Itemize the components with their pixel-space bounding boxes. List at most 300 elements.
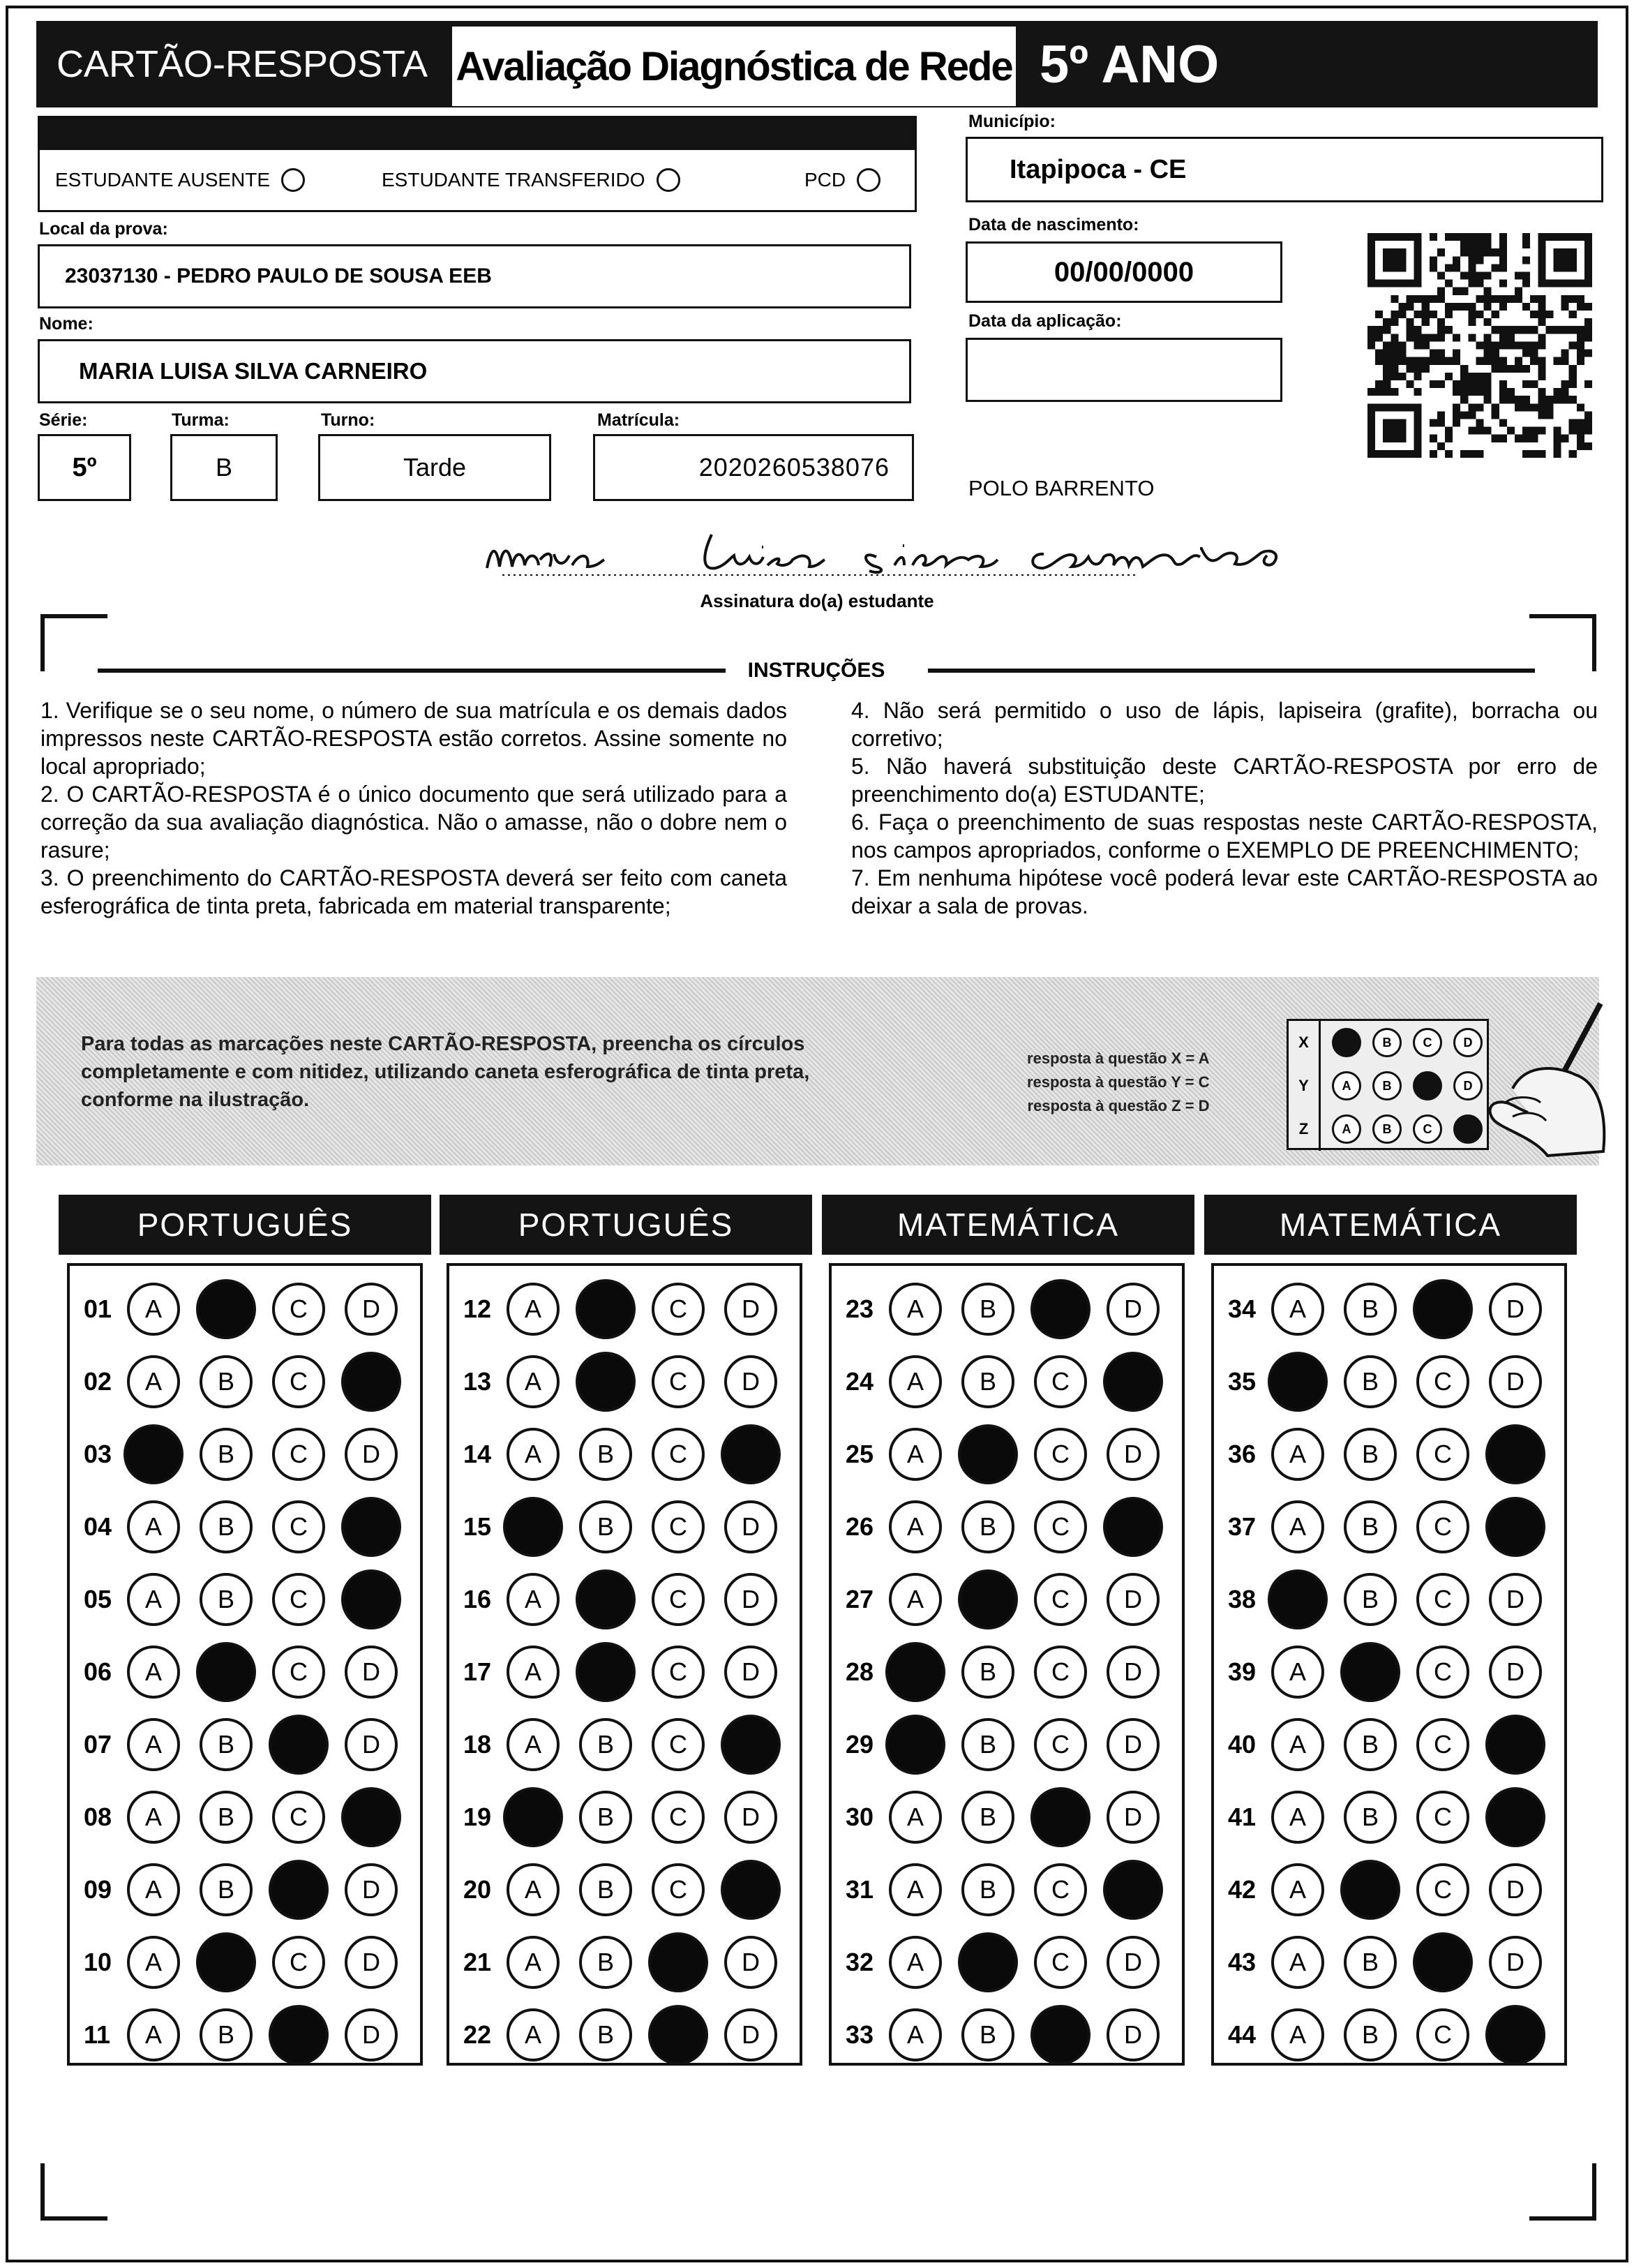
absence-box xyxy=(38,116,917,212)
answer-bubble-a[interactable]: A xyxy=(1271,1863,1324,1916)
instruction-item: 7. Em nenhuma hipótese você poderá levar este CARTÃO-RESPOSTA ao deixar a sala de provas. xyxy=(851,865,1598,918)
question-number: 33 xyxy=(846,2020,874,2049)
question-row xyxy=(832,1418,1182,1491)
answer-bubble-d[interactable]: D xyxy=(1107,2008,1160,2061)
answer-bubble-c[interactable]: C xyxy=(1416,1500,1469,1553)
answer-bubble-c[interactable]: C xyxy=(652,1283,705,1336)
answer-bubble-d[interactable]: D xyxy=(724,1791,777,1844)
question-number: 36 xyxy=(1228,1440,1257,1468)
answer-bubble-a[interactable]: A xyxy=(1271,2008,1324,2061)
answer-grid xyxy=(829,1263,1185,2066)
question-row xyxy=(832,1345,1182,1418)
answer-bubble-a[interactable] xyxy=(1268,1569,1328,1629)
answer-bubble-a[interactable]: A xyxy=(127,1936,180,1989)
question-row xyxy=(70,1345,420,1418)
answer-bubble-d[interactable]: D xyxy=(1107,1718,1160,1771)
polo-label: POLO BARRENTO xyxy=(968,476,1155,500)
answer-bubble-c[interactable] xyxy=(269,1860,329,1920)
nascimento-field xyxy=(966,241,1282,303)
aplicacao-field[interactable] xyxy=(966,338,1282,402)
answer-bubble-c[interactable] xyxy=(1030,1787,1090,1847)
example-grid xyxy=(1287,1019,1489,1150)
question-number: 26 xyxy=(846,1512,874,1541)
answer-bubble-a[interactable]: A xyxy=(1271,1428,1324,1481)
answer-bubble-c[interactable] xyxy=(269,1715,329,1775)
answer-bubble-b[interactable]: B xyxy=(1344,1791,1397,1844)
example-row xyxy=(1289,1021,1487,1064)
answer-bubble-b[interactable]: B xyxy=(1344,1283,1397,1336)
example-row-label: X xyxy=(1289,1021,1321,1064)
answer-bubble-c[interactable]: C xyxy=(272,1428,325,1481)
question-number: 29 xyxy=(846,1730,874,1759)
answer-bubble-b[interactable]: B xyxy=(961,1283,1014,1336)
example-text: Para todas as marcações neste CARTÃO-RESPOSTA, preencha os círculos completamente e com nitidez, utilizando caneta esferográfica de tinta preta, conforme na ilustração. xyxy=(81,1033,810,1111)
question-number: 13 xyxy=(463,1367,492,1396)
nascimento-label: Data de nascimento: xyxy=(968,215,1139,234)
answer-bubble-a[interactable]: A xyxy=(507,1646,560,1699)
answer-bubble-d[interactable]: D xyxy=(724,1283,777,1336)
signature-label: Assinatura do(a) estudante xyxy=(700,590,934,611)
question-row xyxy=(1214,1273,1564,1345)
transferred-circle[interactable] xyxy=(657,168,680,192)
answer-bubble-b[interactable]: B xyxy=(961,2008,1014,2061)
answer-bubble-b[interactable] xyxy=(576,1569,636,1629)
question-row xyxy=(832,1926,1182,1999)
question-row xyxy=(70,1853,420,1926)
answer-bubble-a[interactable]: A xyxy=(889,1573,942,1626)
answer-bubble-d[interactable]: D xyxy=(1489,1646,1542,1699)
question-row xyxy=(832,1999,1182,2071)
answer-bubble-d[interactable]: D xyxy=(1107,1283,1160,1336)
local-value: 23037130 - PEDRO PAULO DE SOUSA EEB xyxy=(65,264,492,288)
answer-bubble-b[interactable]: B xyxy=(961,1863,1014,1916)
instructions-title: INSTRUÇÕES xyxy=(747,659,885,682)
question-number: 34 xyxy=(1228,1295,1257,1323)
answer-bubble-d[interactable] xyxy=(1485,1497,1545,1557)
answer-bubble-b[interactable]: B xyxy=(1344,2008,1397,2061)
aplicacao-label: Data da aplicação: xyxy=(968,311,1122,331)
question-number: 21 xyxy=(463,1948,492,1976)
section-header: PORTUGUÊS xyxy=(440,1195,812,1255)
question-row xyxy=(70,1491,420,1563)
question-row xyxy=(449,1636,800,1708)
answer-bubble-c[interactable] xyxy=(1030,2005,1090,2065)
question-number: 35 xyxy=(1228,1367,1257,1396)
answer-bubble-c[interactable]: C xyxy=(1034,1355,1087,1408)
answer-bubble-b[interactable]: B xyxy=(579,2008,632,2061)
answer-bubble-b[interactable] xyxy=(576,1642,636,1702)
answer-bubble-a[interactable]: A xyxy=(1271,1791,1324,1844)
answer-bubble-c[interactable]: C xyxy=(1034,1573,1087,1626)
answer-bubble-d[interactable] xyxy=(341,1569,401,1629)
answer-bubble-b[interactable] xyxy=(196,1642,256,1702)
municipio-value: Itapipoca - CE xyxy=(1010,154,1187,184)
answer-bubble-a[interactable]: A xyxy=(127,1863,180,1916)
question-number: 38 xyxy=(1228,1585,1257,1613)
answer-bubble-a[interactable]: A xyxy=(127,1791,180,1844)
answer-bubble-a[interactable]: A xyxy=(127,1283,180,1336)
example-bubble: D xyxy=(1453,1028,1483,1057)
answer-bubble-b[interactable]: B xyxy=(961,1355,1014,1408)
answer-bubble-c[interactable] xyxy=(1030,1279,1090,1339)
corner-mark-top-right xyxy=(1529,614,1596,671)
answer-bubble-a[interactable]: A xyxy=(507,1428,560,1481)
answer-bubble-a[interactable]: A xyxy=(889,1791,942,1844)
answer-bubble-c[interactable] xyxy=(648,2005,708,2065)
question-row xyxy=(70,1926,420,1999)
example-row xyxy=(1289,1107,1487,1151)
question-number: 19 xyxy=(463,1803,492,1831)
pcd-circle[interactable] xyxy=(857,168,880,192)
question-row xyxy=(70,1636,420,1708)
exam-title: Avaliação Diagnóstica de Rede xyxy=(452,27,1016,106)
section-header: MATEMÁTICA xyxy=(822,1195,1194,1255)
answer-bubble-b[interactable]: B xyxy=(1344,1355,1397,1408)
answer-bubble-c[interactable] xyxy=(1413,1279,1473,1339)
answer-bubble-a[interactable]: A xyxy=(507,2008,560,2061)
answer-bubble-d[interactable]: D xyxy=(345,1936,398,1989)
answer-bubble-c[interactable]: C xyxy=(1034,1718,1087,1771)
question-row xyxy=(1214,1563,1564,1636)
absent-circle[interactable] xyxy=(281,168,305,192)
answer-bubble-b[interactable]: B xyxy=(961,1500,1014,1553)
answer-bubble-b[interactable]: B xyxy=(1344,1718,1397,1771)
question-number: 02 xyxy=(84,1367,112,1396)
question-number: 30 xyxy=(846,1803,874,1831)
example-row-label: Z xyxy=(1289,1107,1321,1151)
pcd-option[interactable] xyxy=(804,168,880,192)
answer-bubble-b[interactable]: B xyxy=(200,1791,253,1844)
answer-bubble-c[interactable] xyxy=(648,1932,708,1992)
question-row xyxy=(1214,1491,1564,1563)
answer-bubble-b[interactable]: B xyxy=(579,1428,632,1481)
question-number: 08 xyxy=(84,1803,112,1831)
question-number: 16 xyxy=(463,1585,492,1613)
answer-bubble-d[interactable]: D xyxy=(1107,1573,1160,1626)
qr-code-icon xyxy=(1367,233,1592,458)
question-row xyxy=(832,1781,1182,1853)
example-bubble: B xyxy=(1372,1028,1402,1057)
answer-bubble-a[interactable]: A xyxy=(127,2008,180,2061)
answer-bubble-d[interactable] xyxy=(341,1352,401,1412)
answer-bubble-b[interactable] xyxy=(196,1279,256,1339)
answer-bubble-d[interactable]: D xyxy=(1489,1936,1542,1989)
answer-bubble-c[interactable]: C xyxy=(272,1283,325,1336)
answer-bubble-a[interactable]: A xyxy=(889,1283,942,1336)
answer-bubble-c[interactable]: C xyxy=(652,1500,705,1553)
question-number: 20 xyxy=(463,1875,492,1904)
corner-mark-bottom-right xyxy=(1529,2163,1596,2221)
instruction-item: 5. Não haverá substituição deste CARTÃO-RESPOSTA por erro de preenchimento do(a) ESTUDANTE; xyxy=(851,754,1598,807)
answer-bubble-b[interactable]: B xyxy=(579,1791,632,1844)
answer-bubble-d[interactable] xyxy=(341,1497,401,1557)
question-row xyxy=(449,1781,800,1853)
answer-bubble-b[interactable]: B xyxy=(1344,1500,1397,1553)
question-row xyxy=(1214,1418,1564,1491)
question-number: 17 xyxy=(463,1657,492,1686)
answer-grid xyxy=(67,1263,423,2066)
answer-bubble-d[interactable]: D xyxy=(1107,1428,1160,1481)
answer-bubble-a[interactable]: A xyxy=(1271,1936,1324,1989)
answer-bubble-b[interactable]: B xyxy=(579,1936,632,1989)
example-bubble: B xyxy=(1372,1071,1402,1101)
answer-bubble-c[interactable]: C xyxy=(1416,1863,1469,1916)
answer-bubble-d[interactable]: D xyxy=(724,1355,777,1408)
section-header: MATEMÁTICA xyxy=(1204,1195,1577,1255)
answer-bubble-b[interactable]: B xyxy=(200,1573,253,1626)
answer-bubble-b[interactable]: B xyxy=(961,1718,1014,1771)
answer-bubble-b[interactable]: B xyxy=(579,1863,632,1916)
answer-bubble-a[interactable]: A xyxy=(1271,1500,1324,1553)
answer-bubble-b[interactable]: B xyxy=(200,1863,253,1916)
answer-bubble-b[interactable]: B xyxy=(579,1718,632,1771)
answer-bubble-b[interactable] xyxy=(958,1569,1018,1629)
answer-bubble-c[interactable]: C xyxy=(272,1500,325,1553)
answer-bubble-b[interactable]: B xyxy=(1344,1573,1397,1626)
answer-bubble-d[interactable]: D xyxy=(724,1573,777,1626)
answer-bubble-c[interactable]: C xyxy=(652,1646,705,1699)
turma-field xyxy=(170,434,278,501)
instructions-right xyxy=(851,696,1598,920)
example-bubble: B xyxy=(1372,1114,1402,1144)
answer-bubble-c[interactable]: C xyxy=(272,1355,325,1408)
answer-bubble-c[interactable] xyxy=(269,2005,329,2065)
answer-bubble-a[interactable]: A xyxy=(889,2008,942,2061)
answer-bubble-b[interactable] xyxy=(196,1932,256,1992)
answer-bubble-a[interactable]: A xyxy=(127,1646,180,1699)
answer-bubble-d[interactable]: D xyxy=(1489,1863,1542,1916)
answer-bubble-d[interactable]: D xyxy=(1107,1791,1160,1844)
answer-bubble-b[interactable]: B xyxy=(1344,1428,1397,1481)
answer-bubble-d[interactable]: D xyxy=(724,1500,777,1553)
hand-pen-icon xyxy=(1464,998,1610,1158)
turno-field xyxy=(318,434,551,501)
question-number: 07 xyxy=(84,1730,112,1759)
answer-bubble-d[interactable]: D xyxy=(724,1936,777,1989)
answer-bubble-b[interactable]: B xyxy=(200,1355,253,1408)
answer-bubble-d[interactable]: D xyxy=(1489,1573,1542,1626)
answer-bubble-b[interactable]: B xyxy=(579,1500,632,1553)
answer-bubble-a[interactable]: A xyxy=(507,1283,560,1336)
grade-title: 5º ANO xyxy=(1040,34,1220,94)
answer-bubble-d[interactable] xyxy=(721,1424,781,1484)
answer-bubble-d[interactable] xyxy=(1485,1715,1545,1775)
answer-bubble-d[interactable]: D xyxy=(345,1718,398,1771)
answer-bubble-a[interactable]: A xyxy=(889,1500,942,1553)
question-number: 37 xyxy=(1228,1512,1257,1541)
answer-bubble-c[interactable]: C xyxy=(1416,1355,1469,1408)
answer-bubble-b[interactable]: B xyxy=(961,1646,1014,1699)
example-row xyxy=(1289,1064,1487,1107)
corner-mark-bottom-left xyxy=(40,2163,107,2221)
answer-bubble-c[interactable]: C xyxy=(652,1863,705,1916)
question-row xyxy=(832,1708,1182,1781)
matricula-value: 2020260538076 xyxy=(698,453,890,482)
answer-bubble-d[interactable] xyxy=(721,1860,781,1920)
question-row xyxy=(449,1853,800,1926)
question-row xyxy=(1214,1781,1564,1853)
answer-bubble-b[interactable]: B xyxy=(200,1718,253,1771)
pcd-label: PCD xyxy=(804,169,846,191)
question-row xyxy=(449,1418,800,1491)
answer-bubble-a[interactable]: A xyxy=(507,1355,560,1408)
answer-bubble-c[interactable]: C xyxy=(272,1646,325,1699)
answer-bubble-d[interactable]: D xyxy=(724,2008,777,2061)
answer-bubble-a[interactable] xyxy=(885,1715,945,1775)
transferred-option[interactable] xyxy=(382,168,680,192)
answer-bubble-b[interactable] xyxy=(576,1352,636,1412)
answer-bubble-c[interactable]: C xyxy=(1034,1646,1087,1699)
answer-bubble-d[interactable]: D xyxy=(1107,1936,1160,1989)
answer-bubble-a[interactable] xyxy=(503,1497,563,1557)
answer-bubble-a[interactable]: A xyxy=(1271,1718,1324,1771)
answer-bubble-d[interactable] xyxy=(1103,1497,1163,1557)
answer-bubble-d[interactable] xyxy=(1485,2005,1545,2065)
answer-bubble-c[interactable]: C xyxy=(1034,1863,1087,1916)
answer-bubble-b[interactable] xyxy=(576,1279,636,1339)
answer-bubble-a[interactable]: A xyxy=(127,1718,180,1771)
answer-bubble-c[interactable]: C xyxy=(1416,1428,1469,1481)
question-number: 23 xyxy=(846,1295,874,1323)
question-number: 14 xyxy=(463,1440,492,1468)
answer-bubble-c[interactable]: C xyxy=(652,1791,705,1844)
question-row xyxy=(1214,1708,1564,1781)
answer-bubble-c[interactable]: C xyxy=(1034,1428,1087,1481)
absent-label: ESTUDANTE AUSENTE xyxy=(55,169,271,191)
answer-bubble-c[interactable]: C xyxy=(1416,1573,1469,1626)
answer-bubble-d[interactable]: D xyxy=(1107,1646,1160,1699)
answer-bubble-c[interactable]: C xyxy=(1034,1500,1087,1553)
example-legend-item: resposta à questão Z = D xyxy=(1027,1097,1210,1114)
answer-bubble-b[interactable]: B xyxy=(961,1791,1014,1844)
answer-bubble-c[interactable]: C xyxy=(1416,1718,1469,1771)
transferred-label: ESTUDANTE TRANSFERIDO xyxy=(382,169,645,191)
answer-bubble-d[interactable]: D xyxy=(345,1863,398,1916)
answer-bubble-a[interactable]: A xyxy=(127,1573,180,1626)
question-row xyxy=(1214,1926,1564,1999)
question-number: 15 xyxy=(463,1512,492,1541)
answer-bubble-a[interactable]: A xyxy=(507,1718,560,1771)
answer-bubble-a[interactable] xyxy=(885,1642,945,1702)
question-number: 04 xyxy=(84,1512,112,1541)
answer-bubble-d[interactable] xyxy=(721,1715,781,1775)
section-header: PORTUGUÊS xyxy=(59,1195,431,1255)
answer-bubble-a[interactable]: A xyxy=(889,1428,942,1481)
answer-bubble-d[interactable]: D xyxy=(724,1646,777,1699)
matricula-label: Matrícula: xyxy=(597,410,680,430)
answer-bubble-c[interactable]: C xyxy=(272,1573,325,1626)
question-number: 05 xyxy=(84,1585,112,1613)
question-row xyxy=(70,1563,420,1636)
answer-bubble-a[interactable] xyxy=(123,1424,183,1484)
example-bubble: C xyxy=(1413,1114,1442,1144)
local-label: Local da prova: xyxy=(39,219,168,239)
answer-bubble-b[interactable] xyxy=(958,1932,1018,1992)
answer-bubble-a[interactable]: A xyxy=(507,1936,560,1989)
answer-bubble-c[interactable]: C xyxy=(1034,1936,1087,1989)
question-row xyxy=(832,1853,1182,1926)
question-row xyxy=(70,1273,420,1345)
example-bubble xyxy=(1332,1028,1361,1057)
answer-bubble-b[interactable] xyxy=(1340,1860,1400,1920)
answer-bubble-a[interactable]: A xyxy=(507,1573,560,1626)
question-row xyxy=(1214,1636,1564,1708)
question-row xyxy=(1214,1999,1564,2071)
answer-bubble-c[interactable]: C xyxy=(272,1791,325,1844)
answer-grid xyxy=(447,1263,802,2066)
answer-bubble-d[interactable]: D xyxy=(345,1646,398,1699)
answer-bubble-a[interactable]: A xyxy=(1271,1283,1324,1336)
answer-bubble-c[interactable] xyxy=(1413,1932,1473,1992)
answer-bubble-c[interactable]: C xyxy=(1416,1791,1469,1844)
answer-bubble-c[interactable]: C xyxy=(272,1936,325,1989)
question-number: 22 xyxy=(463,2020,492,2049)
answer-bubble-a[interactable]: A xyxy=(889,1936,942,1989)
answer-bubble-b[interactable] xyxy=(958,1424,1018,1484)
example-row-label: Y xyxy=(1289,1064,1321,1107)
answer-bubble-a[interactable]: A xyxy=(127,1355,180,1408)
answer-bubble-d[interactable]: D xyxy=(345,1283,398,1336)
question-number: 31 xyxy=(846,1875,874,1904)
answer-bubble-d[interactable]: D xyxy=(345,2008,398,2061)
answer-bubble-c[interactable]: C xyxy=(652,1428,705,1481)
answer-bubble-c[interactable]: C xyxy=(652,1718,705,1771)
answer-bubble-d[interactable] xyxy=(1485,1424,1545,1484)
answer-bubble-d[interactable] xyxy=(1103,1860,1163,1920)
answer-bubble-a[interactable]: A xyxy=(1271,1646,1324,1699)
question-row xyxy=(70,1418,420,1491)
question-number: 27 xyxy=(846,1585,874,1613)
serie-label: Série: xyxy=(39,410,88,430)
nome-field xyxy=(38,339,911,403)
answer-bubble-b[interactable]: B xyxy=(200,1428,253,1481)
question-row xyxy=(449,1491,800,1563)
question-number: 18 xyxy=(463,1730,492,1759)
answer-bubble-d[interactable] xyxy=(1103,1352,1163,1412)
question-number: 40 xyxy=(1228,1730,1257,1759)
student-signature xyxy=(481,525,1340,588)
answer-bubble-c[interactable]: C xyxy=(652,1573,705,1626)
answer-bubble-c[interactable]: C xyxy=(1416,1646,1469,1699)
question-row xyxy=(1214,1345,1564,1418)
answer-bubble-c[interactable]: C xyxy=(652,1355,705,1408)
answer-bubble-a[interactable]: A xyxy=(889,1863,942,1916)
absent-option[interactable] xyxy=(55,168,305,192)
answer-bubble-a[interactable]: A xyxy=(507,1863,560,1916)
fill-example xyxy=(36,977,1599,1165)
answer-bubble-d[interactable] xyxy=(341,1787,401,1847)
answer-bubble-d[interactable] xyxy=(1485,1787,1545,1847)
answer-bubble-a[interactable]: A xyxy=(127,1500,180,1553)
answer-bubble-b[interactable]: B xyxy=(200,1500,253,1553)
answer-bubble-b[interactable]: B xyxy=(200,2008,253,2061)
question-row xyxy=(449,1345,800,1418)
instruction-item: 2. O CARTÃO-RESPOSTA é o único documento que será utilizado para a correção da sua avaliação diagnóstica. Não o amasse, não o dobre nem o rasure; xyxy=(40,782,787,863)
answer-bubble-c[interactable]: C xyxy=(1416,2008,1469,2061)
answer-bubble-a[interactable]: A xyxy=(889,1355,942,1408)
answer-bubble-d[interactable]: D xyxy=(345,1428,398,1481)
answer-bubble-a[interactable] xyxy=(503,1787,563,1847)
answer-bubble-d[interactable]: D xyxy=(1489,1355,1542,1408)
answer-bubble-b[interactable] xyxy=(1340,1642,1400,1702)
answer-bubble-a[interactable] xyxy=(1268,1352,1328,1412)
answer-bubble-d[interactable]: D xyxy=(1489,1283,1542,1336)
answer-bubble-b[interactable]: B xyxy=(1344,1936,1397,1989)
question-row xyxy=(449,1273,800,1345)
card-title: CARTÃO-RESPOSTA xyxy=(56,43,428,85)
instructions-rule-left xyxy=(98,669,726,673)
question-row xyxy=(70,1999,420,2071)
